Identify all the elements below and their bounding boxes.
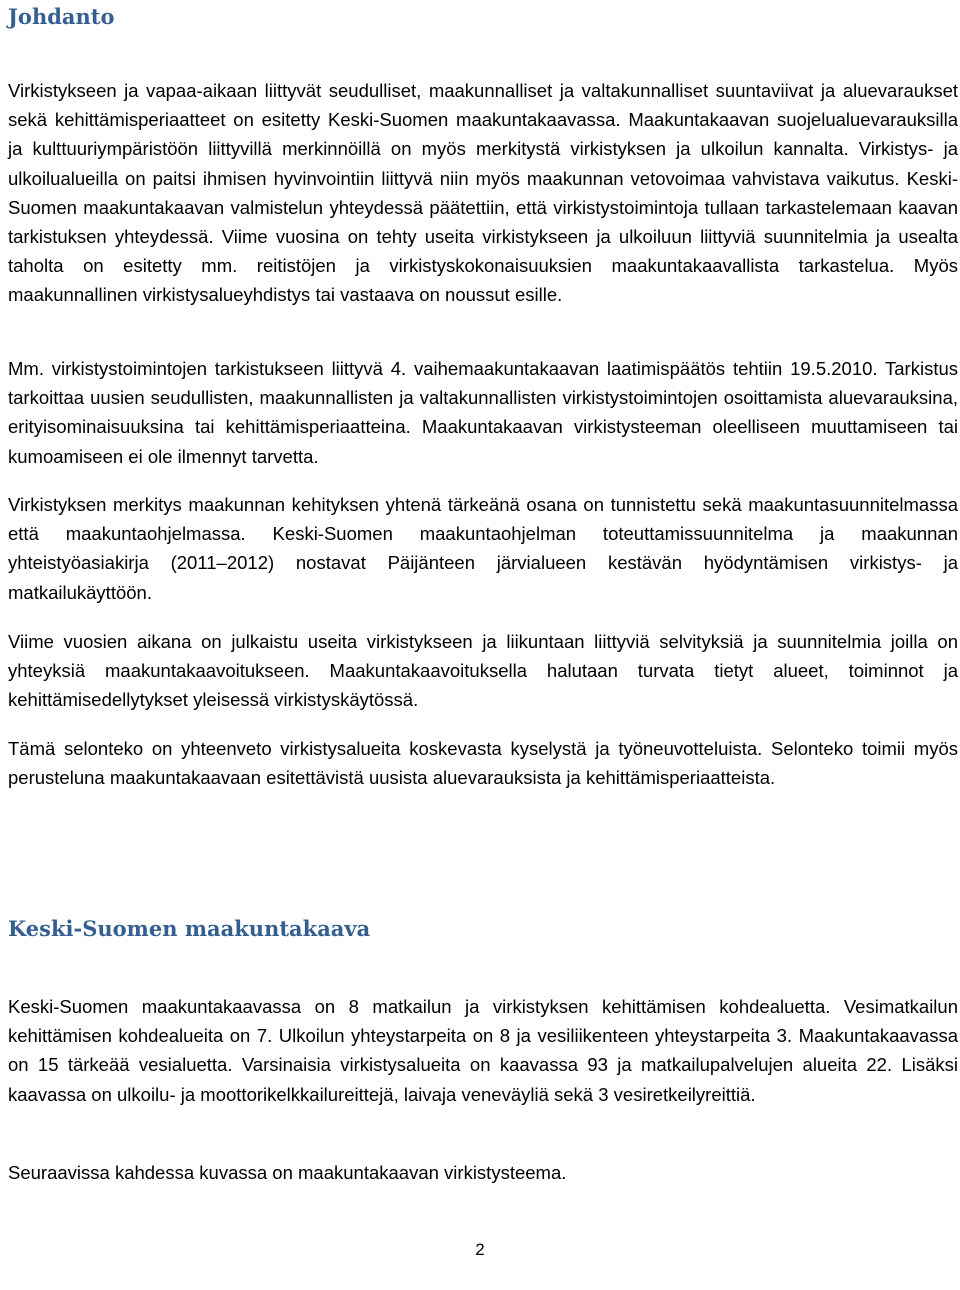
paragraph-selvitykset: Viime vuosien aikana on julkaistu useita virkistykseen ja liikuntaan liittyviä selvityksiä ja suunnitelmia joilla on yhteyksiä maakuntakaavoitukseen. Maakuntakaavoituksella halutaan turvata tietyt alueet, toiminnot ja kehittämisedellytykset yleisessä virkistyskäytössä. — [8, 631, 958, 711]
paragraph-kohdealueet: Keski-Suomen maakuntakaavassa on 8 matkailun ja virkistyksen kehittämisen kohdealuetta. Vesimatkailun kehittämisen kohdealueita on 7. Ulkoilun yhteystarpeita on 8 ja vesiliikenteen yhteystarpeita 3. Maakuntakaavassa on 15 tärkeää vesialuetta. Varsinaisia virkistysalueita on kaavassa 93 ja matkailupalvelujen alueita 22. Lisäksi kaavassa on ulkoilu- ja moottorikelkkailureittejä, laivaja veneväyliä sekä 3 vesiretkeilyreittiä. — [8, 996, 958, 1105]
paragraph-merkitys: Virkistyksen merkitys maakunnan kehityksen yhtenä tärkeänä osana on tunnistettu sekä maakuntasuunnitelmassa että maakuntaohjelmassa. Keski-Suomen maakuntaohjelman toteuttamissuunnitelma ja maakunnan yhteistyöasiakirja (2011–2012) nostavat Päijänteen järvialueen kestävän hyödyntämisen virkistys- ja matkailukäyttöön. — [8, 494, 958, 603]
paragraph-tarkistus: Mm. virkistystoimintojen tarkistukseen liittyvä 4. vaihemaakuntakaavan laatimispäätös tehtiin 19.5.2010. Tarkistus tarkoittaa uusien seudullisten, maakunnallisten ja valtakunnallisten virkistystoimintojen osoittamista aluevarauksina, erityisominaisuuksina tai kehittämisperiaatteina. Maakuntakaavan virkistysteeman oleelliseen muuttamiseen tai kumoamiseen ei ole ilmennyt tarvetta. — [8, 358, 958, 467]
section-heading-maakuntakaava: Keski-Suomen maakuntakaava — [8, 916, 371, 941]
page-number: 2 — [475, 1240, 485, 1259]
section-heading-johdanto: Johdanto — [8, 4, 115, 29]
paragraph-intro: Virkistykseen ja vapaa-aikaan liittyvät seudulliset, maakunnalliset ja valtakunnalliset suuntaviivat ja aluevaraukset sekä kehittämisperiaatteet on esitetty Keski-Suomen maakuntakaavassa. Maakuntakaavan suojelualuevarauksilla ja kulttuuriympäristöön liittyvillä merkinnöillä on myös merkitystä virkistyksen ja ulkoilun kannalta. Virkistys- ja ulkoilualueilla on paitsi ihmisen hyvinvointiin liittyvä niin myös maakunnan vetovoimaa vahvistava vaikutus. Keski-Suomen maakuntakaavan valmistelun yhteydessä päätettiin, että virkistystoimintoja tullaan tarkastelemaan kaavan tarkistuksen yhteydessä. Viime vuosina on tehty useita virkistykseen ja ulkoiluun liittyviä suunnitelmia ja usealta taholta on esitetty mm. reitistöjen ja virkistyskokonaisuuksien maakuntakaavallista tarkastelua. Myös maakunnallinen virkistysalueyhdistys tai vastaava on noussut esille. — [8, 80, 958, 306]
paragraph-kuvat: Seuraavissa kahdessa kuvassa on maakuntakaavan virkistysteema. — [8, 1162, 567, 1183]
paragraph-selonteko: Tämä selonteko on yhteenveto virkistysalueita koskevasta kyselystä ja työneuvotteluista. Selonteko toimii myös perusteluna maakuntakaavaan esitettävistä uusista aluevarauksista ja kehittämisperiaatteista. — [8, 738, 958, 789]
